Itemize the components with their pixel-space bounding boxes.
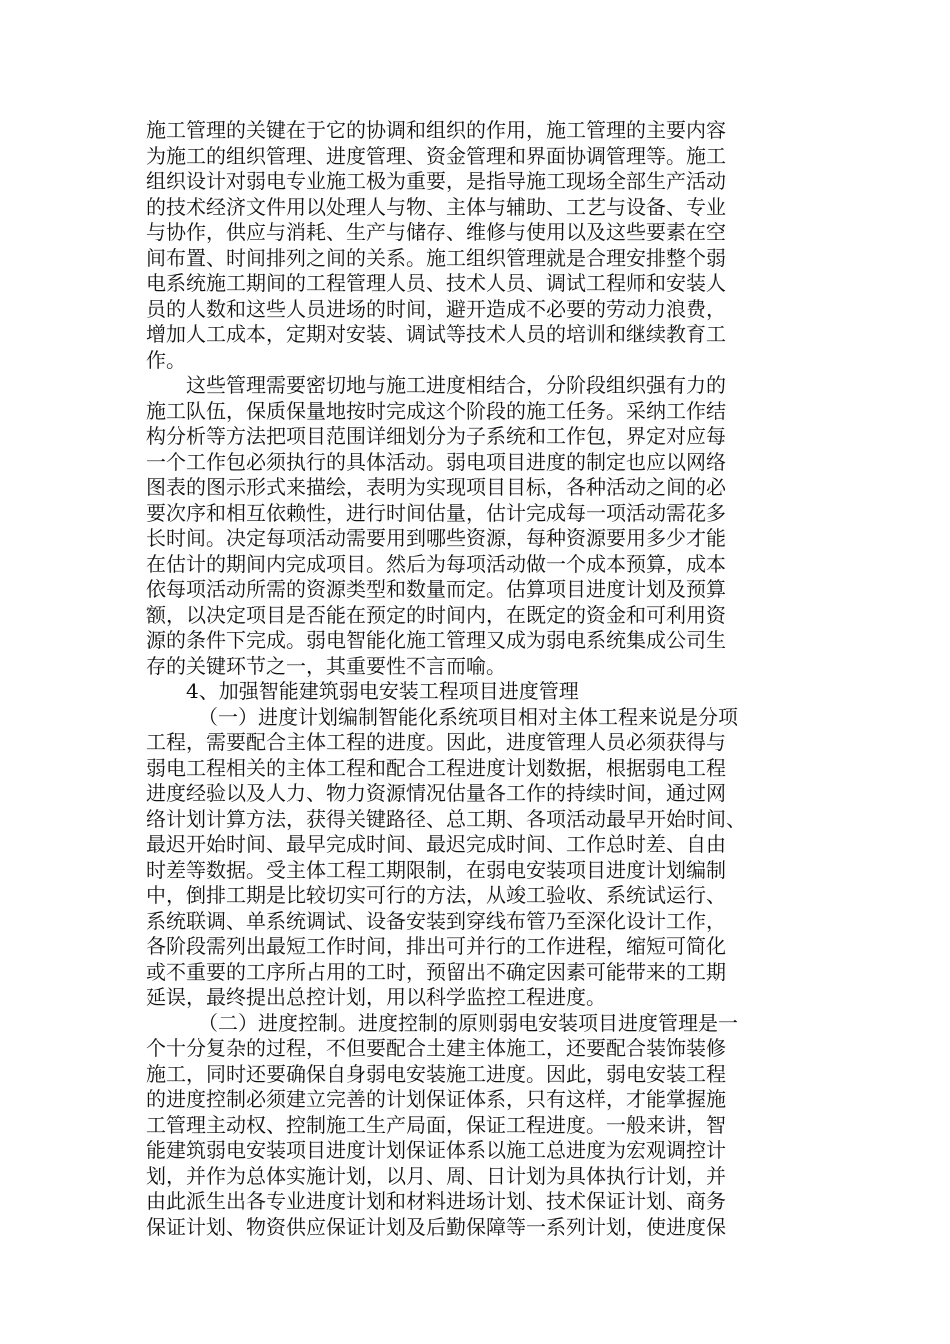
text-line: 依每项活动所需的资源类型和数量而定。估算项目进度计划及预算 [146, 577, 726, 601]
text-line: 延误，最终提出总控计划，用以科学监控工程进度。 [146, 985, 606, 1009]
text-line: 系统联调、单系统调试、设备安装到穿线布管乃至深化设计工作， [146, 908, 726, 933]
text-line: 络计划计算方法，获得关键路径、总工期、各项活动最早开始时间、 [146, 806, 746, 831]
text-line: 能建筑弱电安装项目进度计划保证体系以施工总进度为宏观调控计 [146, 1138, 726, 1162]
text-line: 构分析等方法把项目范围详细划分为子系统和工作包，界定对应每 [146, 424, 726, 448]
text-line: 时差等数据。受主体工程工期限制，在弱电安装项目进度计划编制 [146, 857, 726, 882]
section-heading: 4、加强智能建筑弱电安装工程项目进度管理 [186, 679, 579, 703]
text-line: 由此派生出各专业进度计划和材料进场计划、技术保证计划、商务 [146, 1189, 726, 1213]
text-line: 的进度控制必须建立完善的计划保证体系，只有这样，才能掌握施 [146, 1087, 726, 1111]
text-line: 工程，需要配合主体工程的进度。因此，进度管理人员必须获得与 [146, 730, 726, 754]
text-line: 或不重要的工序所占用的工时，预留出不确定因素可能带来的工期 [146, 959, 726, 984]
text-line: 进度经验以及人力、物力资源情况估量各工作的持续时间，通过网 [146, 781, 726, 805]
text-line: 存的关键环节之一，其重要性不言而喻。 [146, 653, 506, 678]
text-line: 电系统施工期间的工程管理人员、技术人员、调试工程师和安装人 [146, 271, 726, 295]
text-line: 组织设计对弱电专业施工极为重要，是指导施工现场全部生产活动 [146, 169, 726, 193]
text-line: 施工管理的关键在于它的协调和组织的作用，施工管理的主要内容 [146, 118, 726, 142]
text-line: 间布置、时间排列之间的关系。施工组织管理就是合理安排整个弱 [146, 245, 726, 270]
text-line: 额，以决定项目是否能在预定的时间内，在既定的资金和可利用资 [146, 602, 726, 627]
text-line: 为施工的组织管理、进度管理、资金管理和界面协调管理等。施工 [146, 143, 726, 168]
text-line: 划，并作为总体实施计划，以月、周、日计划为具体执行计划，并 [146, 1163, 726, 1188]
paragraph-start-line: （一）进度计划编制智能化系统项目相对主体工程来说是分项 [198, 704, 738, 729]
text-line: 员的人数和这些人员进场的时间，避开造成不必要的劳动力浪费， [146, 296, 726, 321]
paragraph-start-line: 这些管理需要密切地与施工进度相结合，分阶段组织强有力的 [186, 373, 726, 397]
text-line: 保证计划、物资供应保证计划及后勤保障等一系列计划，使进度保 [146, 1214, 726, 1239]
text-line: 个十分复杂的过程，不但要配合土建主体施工，还要配合装饰装修 [146, 1036, 726, 1060]
text-line: 长时间。决定每项活动需要用到哪些资源，每种资源要用多少才能 [146, 526, 726, 550]
text-line: 增加人工成本，定期对安装、调试等技术人员的培训和继续教育工 [146, 322, 726, 346]
text-line: 最迟开始时间、最早完成时间、最迟完成时间、工作总时差、自由 [146, 832, 726, 856]
text-line: 各阶段需列出最短工作时间，排出可并行的工作进程，缩短可简化 [146, 934, 726, 958]
text-line: 作。 [146, 347, 186, 372]
text-line: 弱电工程相关的主体工程和配合工程进度计划数据，根据弱电工程 [146, 755, 726, 780]
text-line: 源的条件下完成。弱电智能化施工管理又成为弱电系统集成公司生 [146, 628, 726, 652]
text-line: 中，倒排工期是比较切实可行的方法，从竣工验收、系统试运行、 [146, 883, 726, 907]
text-line: 的技术经济文件用以处理人与物、主体与辅助、工艺与设备、专业 [146, 194, 726, 219]
text-line: 在估计的期间内完成项目。然后为每项活动做一个成本预算，成本 [146, 551, 726, 576]
text-line: 要次序和相互依赖性，进行时间估量，估计完成每一项活动需花多 [146, 500, 726, 525]
text-line: 图表的图示形式来描绘，表明为实现项目目标，各种活动之间的必 [146, 475, 726, 499]
text-line: 施工队伍，保质保量地按时完成这个阶段的施工任务。采纳工作结 [146, 398, 726, 423]
paragraph-start-line: （二）进度控制。进度控制的原则弱电安装项目进度管理是一 [198, 1010, 738, 1035]
text-line: 工管理主动权、控制施工生产局面，保证工程进度。一般来讲，智 [146, 1112, 726, 1137]
text-line: 一个工作包必须执行的具体活动。弱电项目进度的制定也应以网络 [146, 449, 726, 474]
document-body [146, 118, 798, 1240]
text-line: 施工，同时还要确保自身弱电安装施工进度。因此，弱电安装工程 [146, 1061, 726, 1086]
text-line: 与协作，供应与消耗、生产与储存、维修与使用以及这些要素在空 [146, 220, 726, 244]
